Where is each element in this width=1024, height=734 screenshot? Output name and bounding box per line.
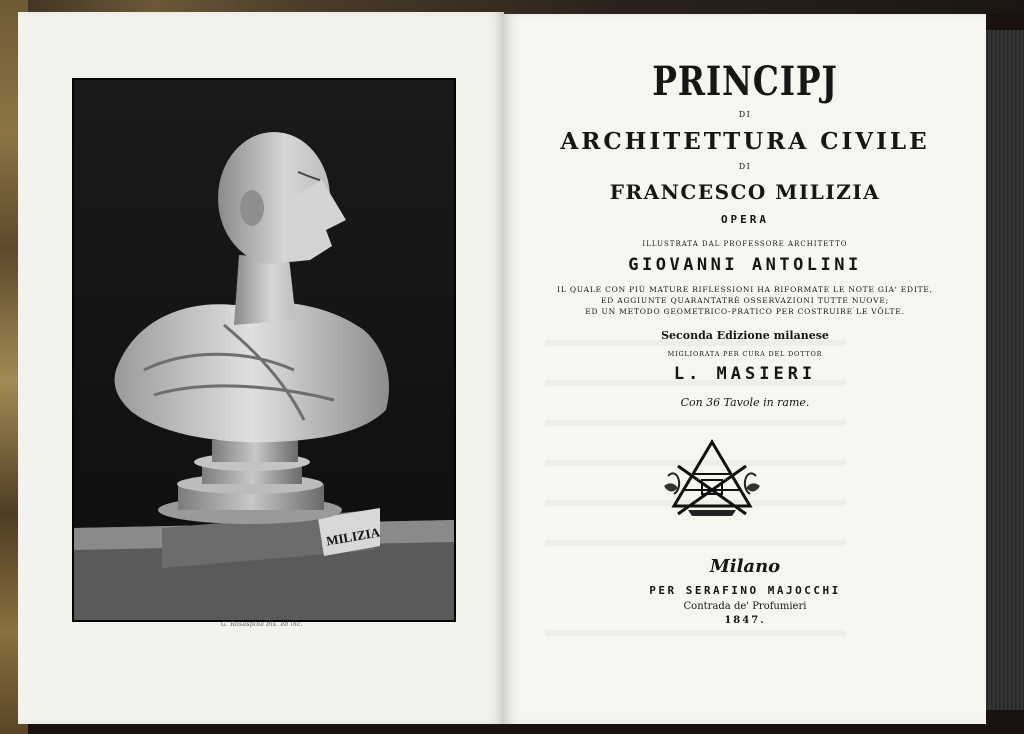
bleed-through-line <box>545 540 845 546</box>
title-di-1: DI <box>738 110 752 119</box>
bleed-through-line <box>545 630 845 636</box>
publisher-address: Contrada de' Profumieri <box>683 601 807 612</box>
plates-note: Con 36 Tavole in rame. <box>680 396 810 409</box>
edited-by-label: MIGLIORATA PER CURA DEL DOTTOR <box>667 350 823 358</box>
author-name: FRANCESCO MILIZIA <box>609 180 881 204</box>
frontispiece-plate <box>72 78 456 622</box>
book-title: PRINCIPJ <box>652 58 838 105</box>
description-line: ED AGGIUNTE QUARANTATRÈ OSSERVAZIONI TUTTE NUOVE; <box>601 296 889 305</box>
description-line: ED UN METODO GEOMETRICO-PRATICO PER COSTRUIRE LE VÔLTE. <box>585 307 905 316</box>
illustrated-by-label: ILLUSTRATA DAL PROFESSORE ARCHITETTO <box>642 240 848 248</box>
publisher-name: PER SERAFINO MAJOCCHI <box>649 584 841 597</box>
publication-year: 1847. <box>724 615 766 626</box>
bust-engraving <box>74 80 454 620</box>
page-edges <box>980 30 1024 710</box>
opera-label: OPERA <box>720 213 770 226</box>
description-line: IL QUALE CON PIÙ MATURE RIFLESSIONI HA RIFORMATE LE NOTE GIA' EDITE, <box>557 285 933 294</box>
illustrator-name: GIOVANNI ANTOLINI <box>628 255 862 275</box>
description-block <box>504 284 986 317</box>
imprint-city: Milano <box>709 556 781 577</box>
pedestal-label: MILIZIA <box>325 524 381 549</box>
book-subtitle: ARCHITETTURA CIVILE <box>560 128 930 155</box>
plate-credit: G. Rosaspina dis. ed inc. <box>221 621 303 628</box>
masonic-vignette-icon <box>658 436 766 520</box>
bleed-through-line <box>545 420 845 426</box>
editor-name: L. MASIERI <box>673 364 817 384</box>
edition-statement: Seconda Edizione milanese <box>661 329 829 342</box>
title-di-2: DI <box>738 162 752 171</box>
